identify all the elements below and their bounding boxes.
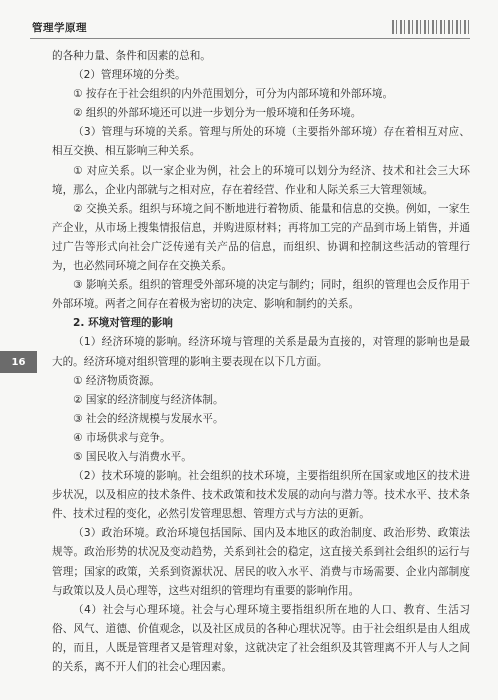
list-item: ③ 社会的经济规模与发展水平。 [73,412,224,425]
header-rule [30,38,470,39]
page-header [0,0,498,44]
page-number: 16 [11,356,26,368]
paragraph: （1）经济环境的影响。经济环境与管理的关系是最为直接的，对管理的影响也是最大的。经济环境对组织管理的影响主要表现在以下几方面。 [52,336,470,368]
list-item: ② 国家的经济制度与经济体制。 [73,393,224,406]
body-text [52,47,470,677]
page-number-tab [0,351,37,373]
paragraph: ③ 影响关系。组织的管理受外部环境的决定与制约；同时，组织的管理也会反作用于外部环境。两者之间存在着极为密切的决定、影响和制约的关系。 [52,279,470,311]
list-item: ④ 市场供求与竞争。 [73,431,171,444]
list-item: ① 按存在于社会组织的内外范围划分，可分为内部环境和外部环境。 [73,88,394,101]
paragraph: ② 交换关系。组织与环境之间不断地进行着物质、能量和信息的交换。例如，一家生产企业，从市场上搜集情报信息，并购进原材料；再将加工完的产品到市场上销售，并通过广告等形式向社会广泛传递有关产品的信息，而组织、协调和控制这些活动的管理行为，也必然同环境之间存在交换关系。 [52,202,470,273]
paragraph: ① 对应关系。以一家企业为例，社会上的环境可以划分为经济、技术和社会三大环境，那么，企业内部就与之相对应，存在着经营、作业和人际关系三大管理领域。 [52,164,470,196]
running-header-title: 管理学原理 [32,22,87,34]
list-item: ② 组织的外部环境还可以进一步划分为一般环境和任务环境。 [73,107,362,120]
section-heading: 2. 环境对管理的影响 [73,317,173,330]
header-barcode-decoration [392,20,470,34]
paragraph: 的各种力量、条件和因素的总和。 [52,50,211,62]
paragraph: （3）政治环境。政治环境包括国际、国内及本地区的政治制度、政治形势、政策法规等。政治形势的状况及变动趋势，关系到社会的稳定，这直接关系到社会组织的运行与管理；国家的政策，关系到资源状况、居民的收入水平、消费与市场需要、企业内部制度与政策以及人员心理等，这些对组织的管理均有重要的影响作用。 [52,527,470,597]
paragraph: （2）技术环境的影响。社会组织的技术环境，主要指组织所在国家或地区的技术进步状况，以及相应的技术条件、技术政策和技术发展的动向与潜力等。技术水平、技术条件、技术过程的变化，必然引发管理思想、管理方式与方法的更新。 [52,470,470,521]
paragraph: （4）社会与心理环境。社会与心理环境主要指组织所在地的人口、教育、生活习俗、风气、道德、价值观念，以及社区成员的各种心理状况等。由于社会组织是由人组成的，而且，人既是管理者又是管理对象，这就决定了社会组织及其管理离不开人与人之间的关系，离不开人们的社会心理因素。 [52,603,470,673]
paragraph: （3）管理与环境的关系。管理与所处的环境（主要指外部环境）存在着相互对应、相互交换、相互影响三种关系。 [52,126,470,158]
subsection-heading: （2）管理环境的分类。 [73,69,186,82]
list-item: ① 经济物质资源。 [73,374,161,387]
list-item: ⑤ 国民收入与消费水平。 [73,450,192,463]
